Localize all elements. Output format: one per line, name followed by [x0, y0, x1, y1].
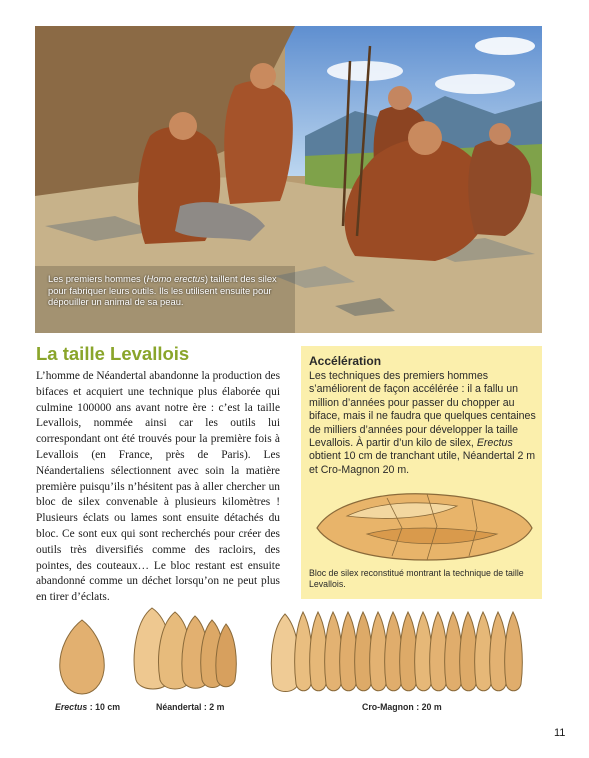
flint-block-caption: Bloc de silex reconstitué montrant la technique de taille Levallois.	[309, 568, 524, 589]
erectus-label-value: : 10 cm	[87, 702, 121, 712]
flint-block-drawing	[307, 486, 537, 566]
acceleration-sidebar	[301, 346, 542, 599]
caption-species: Homo erectus	[146, 273, 205, 284]
page-number: 11	[554, 727, 566, 739]
sidebar-text-erectus: Erectus	[476, 437, 513, 450]
erectus-biface	[60, 620, 104, 694]
erectus-label	[55, 702, 120, 712]
cromagnon-blades	[271, 612, 522, 692]
flint-block-image	[307, 486, 537, 571]
erectus-label-name: Erectus	[55, 702, 88, 712]
caption-text-start: Les premiers hommes (	[48, 273, 147, 284]
section-title: La taille Levallois	[36, 343, 190, 364]
sidebar-text-start: Les techniques des premiers hommes s’améliorent de façon accélérée : il a fallu un million d’années pour passer du chopper au biface, mais il ne faudra que quelques centaines de milliers d’années pour développer la taille Levallois. À partir d’un kilo de silex,	[309, 370, 536, 450]
sidebar-text-end: obtient 10 cm de tranchant utile, Néandertal 2 m et Cro-Magnon 20 m.	[309, 450, 536, 476]
section-body: L’homme de Néandertal abandonne la production des bifaces et acquiert une technique plus élaborée qui culmine 100000 ans avant notre ère : c’est la taille Levallois, nommée ainsi car les outils lui correspondant ont été trouvés pour la première fois à Levallois (en France, près de Paris). Les Néandertaliens sélectionnent avec soin la matière première puisqu’ils n’hésitent pas à aller chercher un bloc de silex convenable à plusieurs kilomètres ! Plusieurs éclats ou lames sont ensuite détachés du bloc. Ce sont eux qui sont recherchés pour créer des outils très diversifiés comme des racloirs, des pointes, des couteaux… Le bloc restant est ensuite abandonné comme un déchet lorsqu’on ne peut plus en tirer d’éclats.	[36, 370, 280, 604]
sidebar-text	[309, 370, 537, 477]
tools-comparison	[0, 600, 589, 705]
illustration-caption	[48, 273, 298, 308]
neandertal-label: Néandertal : 2 m	[156, 702, 225, 712]
caption-text-end: ) taillent des silex pour fabriquer leurs outils. Ils les utilisent ensuite pour dépouiller un animal de sa peau.	[48, 273, 277, 307]
prehistoric-scene-illustration	[35, 26, 542, 333]
neandertal-flakes	[134, 608, 236, 689]
tools-drawing	[0, 600, 589, 700]
sidebar-title: Accélération	[309, 354, 382, 368]
cromagnon-label: Cro-Magnon : 20 m	[362, 702, 442, 712]
